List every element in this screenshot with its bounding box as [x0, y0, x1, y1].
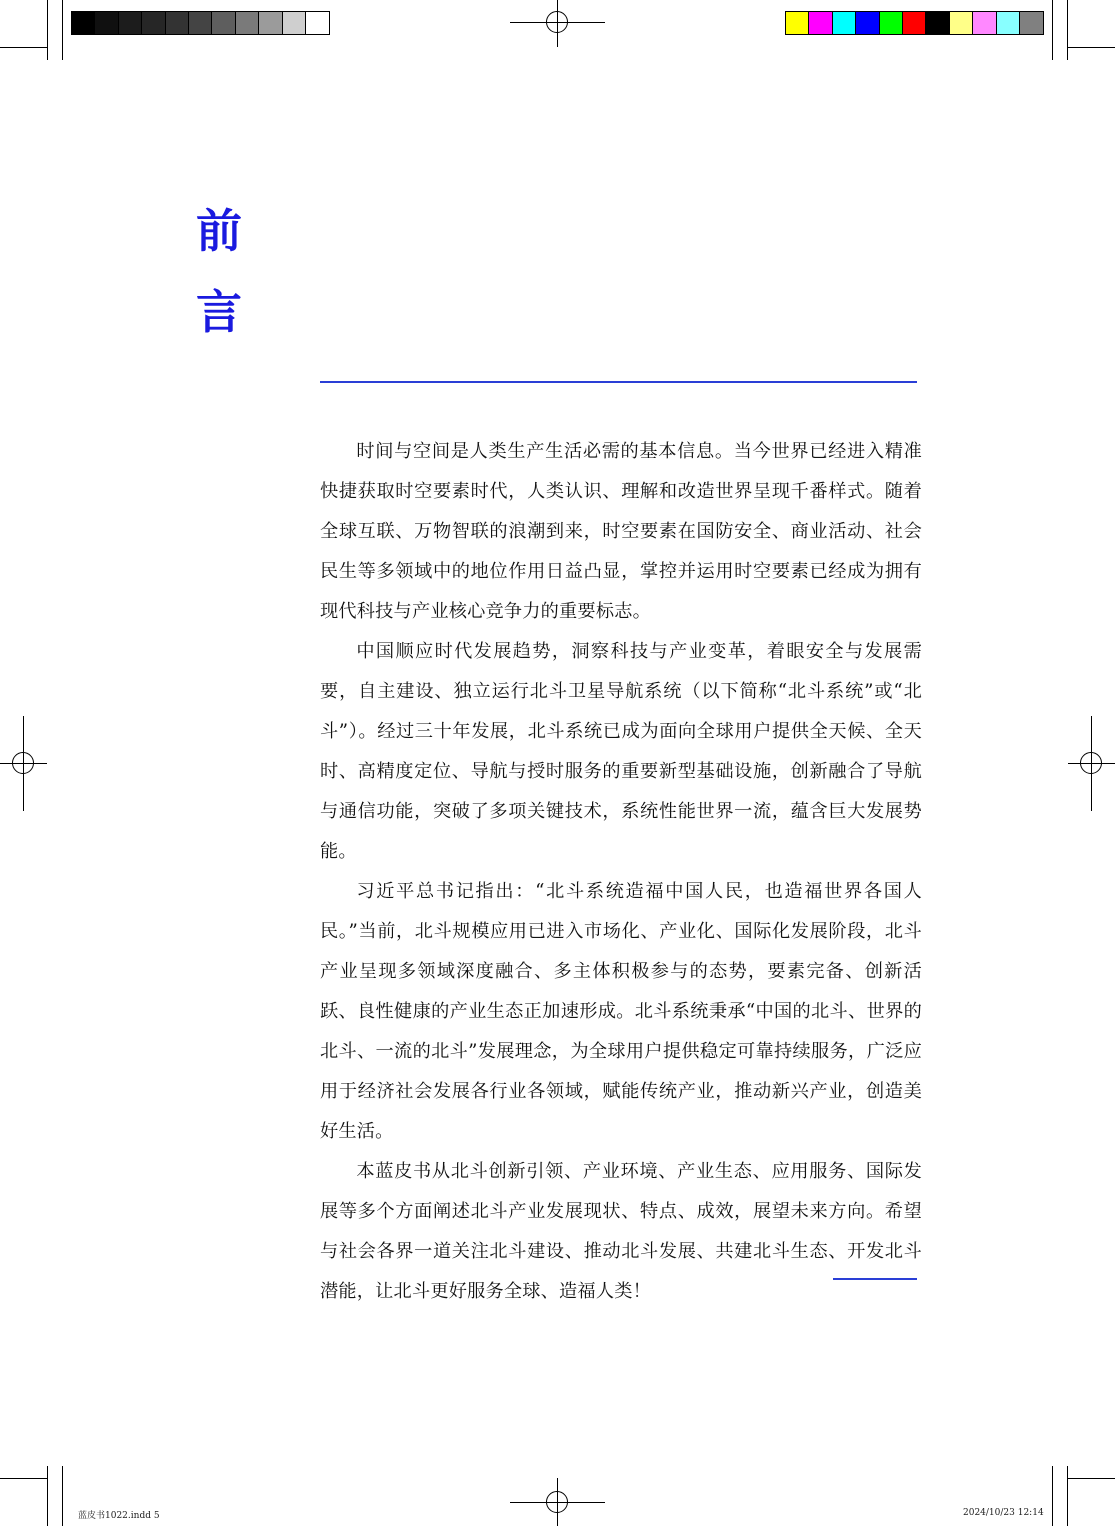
- color-swatch: [1020, 12, 1043, 34]
- color-swatch: [833, 12, 856, 34]
- color-swatch: [926, 12, 949, 34]
- color-swatch: [786, 12, 809, 34]
- color-swatch: [142, 12, 165, 34]
- crop-mark: [1068, 1478, 1115, 1479]
- bottom-rule: [833, 1278, 917, 1280]
- color-bar: [785, 11, 1044, 35]
- paragraph: 时间与空间是人类生产生活必需的基本信息。当今世界已经进入精准快捷获取时空要素时代，人类认识、理解和改造世界呈现千番样式。随着全球互联、万物智联的浪潮到来，时空要素在国防安全、商业活动、社会民生等多领域中的地位作用日益凸显，掌控并运用时空要素已经成为拥有现代科技与产业核心竞争力的重要标志。: [320, 441, 922, 622]
- color-swatch: [283, 12, 306, 34]
- color-swatch: [973, 12, 996, 34]
- color-swatch: [119, 12, 142, 34]
- crop-mark: [62, 1466, 63, 1526]
- color-swatch: [950, 12, 973, 34]
- crop-mark: [1068, 47, 1115, 48]
- color-swatch: [997, 12, 1020, 34]
- crop-mark: [1067, 0, 1068, 60]
- crop-mark: [47, 1466, 48, 1526]
- top-rule: [320, 381, 917, 383]
- color-swatch: [259, 12, 282, 34]
- paragraph: 本蓝皮书从北斗创新引领、产业环境、产业生态、应用服务、国际发展等多个方面阐述北斗产业发展现状、特点、成效，展望未来方向。希望与社会各界一道关注北斗建设、推动北斗发展、共建北斗生态、开发北斗潜能，让北斗更好服务全球、造福人类！: [320, 1161, 922, 1302]
- color-swatch: [236, 12, 259, 34]
- paragraph: 习近平总书记指出：“北斗系统造福中国人民，也造福世界各国人民。”当前，北斗规模应用已进入市场化、产业化、国际化发展阶段，北斗产业呈现多领域深度融合、多主体积极参与的态势，要素完备、创新活跃、良性健康的产业生态正加速形成。北斗系统秉承“中国的北斗、世界的北斗、一流的北斗”发展理念，为全球用户提供稳定可靠持续服务，广泛应用于经济社会发展各行业各领域，赋能传统产业，推动新兴产业，创造美好生活。: [320, 881, 922, 1142]
- color-swatch: [166, 12, 189, 34]
- color-swatch: [95, 12, 118, 34]
- crop-mark: [1067, 1466, 1068, 1526]
- crop-mark: [1052, 1466, 1053, 1526]
- color-swatch: [809, 12, 832, 34]
- color-swatch: [72, 12, 95, 34]
- crop-mark: [0, 47, 47, 48]
- crop-mark: [62, 0, 63, 60]
- color-swatch: [880, 12, 903, 34]
- slug-timestamp: 2024/10/23 12:14: [963, 1508, 1044, 1518]
- color-swatch: [212, 12, 235, 34]
- heading-char-qian: 前: [196, 204, 242, 258]
- color-swatch: [856, 12, 879, 34]
- slug-filename: 蓝皮书1022.indd 5: [78, 1511, 160, 1521]
- body-text: [320, 432, 922, 1312]
- paragraph: 中国顺应时代发展趋势，洞察科技与产业变革，着眼安全与发展需要，自主建设、独立运行北斗卫星导航系统（以下简称“北斗系统”或“北斗”）。经过三十年发展，北斗系统已成为面向全球用户提供全天候、全天时、高精度定位、导航与授时服务的重要新型基础设施，创新融合了导航与通信功能，突破了多项关键技术，系统性能世界一流，蕴含巨大发展势能。: [320, 641, 922, 862]
- crop-mark: [47, 0, 48, 60]
- color-swatch: [903, 12, 926, 34]
- color-swatch: [306, 12, 329, 34]
- crop-mark: [0, 1478, 47, 1479]
- color-swatch: [189, 12, 212, 34]
- grayscale-bar: [71, 11, 330, 35]
- crop-mark: [1052, 0, 1053, 60]
- heading-char-yan: 言: [196, 285, 242, 339]
